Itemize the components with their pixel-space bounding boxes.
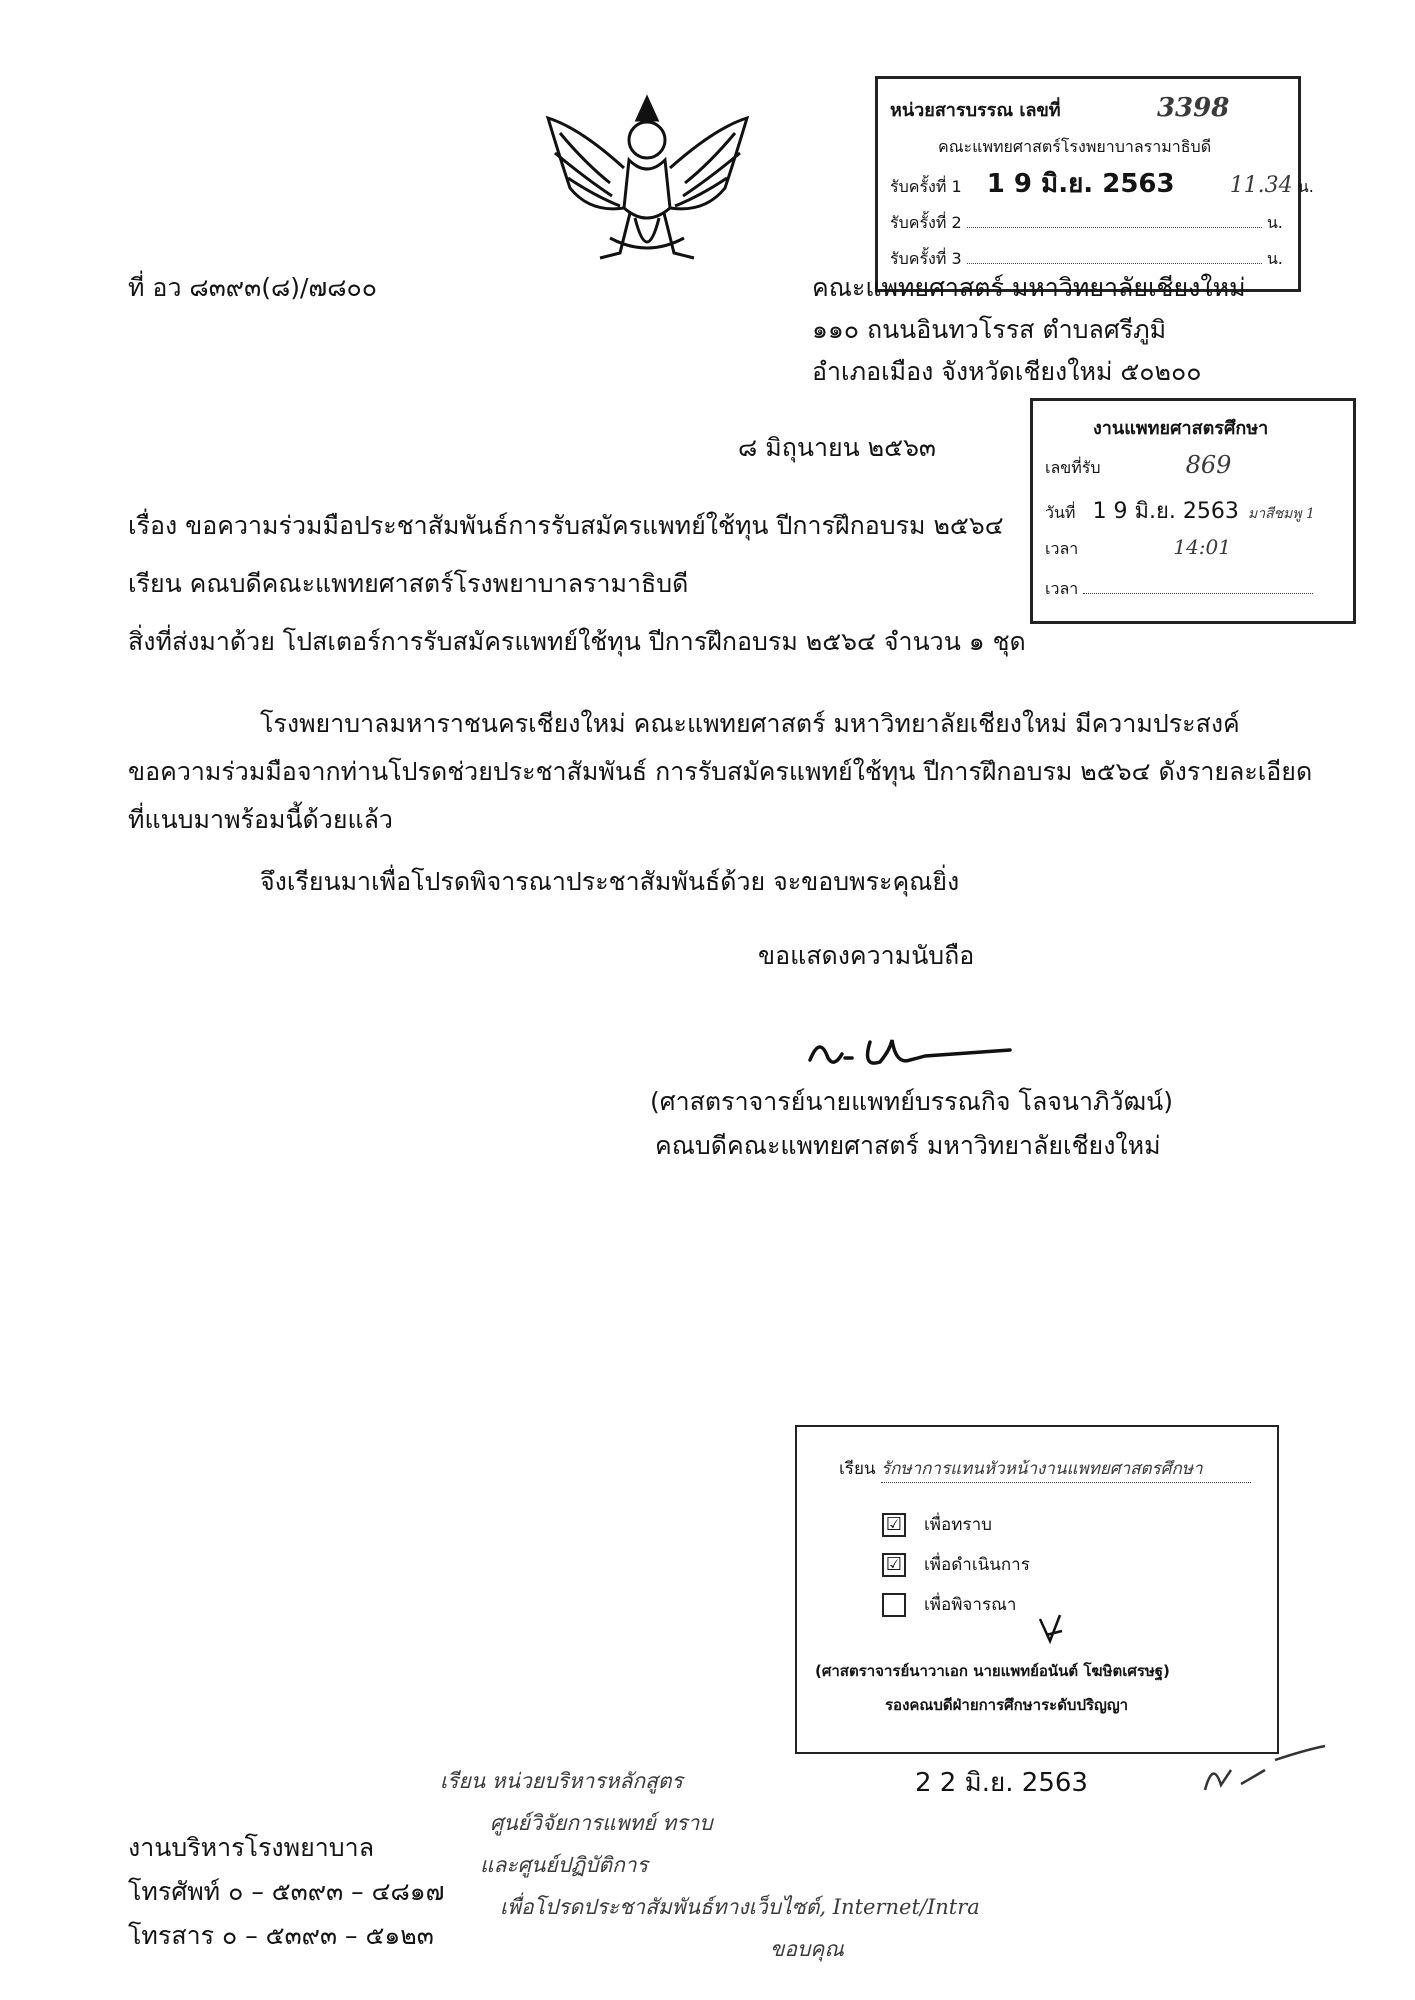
letter-subject: เรื่อง ขอความร่วมมือประชาสัมพันธ์การรับสมัครแพทย์ใช้ทุน ปีการฝึกอบรม ๒๕๖๔ [128,511,1004,540]
handwritten-note-line3: และศูนย์ปฏิบัติการ [480,1853,648,1877]
archive-receipt-stamp [875,76,1314,292]
sender-org: คณะแพทยศาสตร์ มหาวิทยาลัยเชียงใหม่ [812,273,1246,302]
letter-body-line1: โรงพยาบาลมหาราชนครเชียงใหม่ คณะแพทยศาสตร์ มหาวิทยาลัยเชียงใหม่ มีความประสงค์ [260,709,1240,738]
footer-phone: โทรศัพท์ ๐ – ๕๓๙๓ – ๔๘๑๗ [128,1877,445,1906]
med-ed-receive-no-label: เลขที่รับ [1045,458,1101,477]
archive-stamp-faculty: คณะแพทยศาสตร์โรงพยาบาลรามาธิบดี [938,137,1212,156]
routing-to-value: รักษาการแทนหัวหน้างานแพทยศาสตรศึกษา [881,1455,1251,1483]
archive-r1-label: รับครั้งที่ 1 [890,177,962,196]
archive-r2-unit: น. [1266,213,1283,232]
med-ed-date: 1 9 มิ.ย. 2563 [1092,499,1239,524]
archive-stamp-number: 3398 [1156,93,1230,123]
routing-date: 2 2 มิ.ย. 2563 [915,1768,1088,1798]
routing-to-label: เรียน [839,1459,876,1479]
handwritten-note-line5: ขอบคุณ [770,1937,844,1961]
med-ed-time2-label: เวลา [1045,579,1079,598]
letter-enclosure: สิ่งที่ส่งมาด้วย โปสเตอร์การรับสมัครแพทย์ใช้ทุน ปีการฝึกอบรม ๒๕๖๔ จำนวน ๑ ชุด [128,627,1026,656]
footer-department: งานบริหารโรงพยาบาล [128,1833,375,1862]
routing-option-3-label: เพื่อพิจารณา [924,1595,1017,1615]
routing-checkbox-1: ☑ [882,1513,906,1537]
signatory-title: คณบดีคณะแพทยศาสตร์ มหาวิทยาลัยเชียงใหม่ [655,1131,1161,1160]
routing-date-initial [1195,1740,1335,1800]
letter-ref-no: ที่ อว ๘๓๙๓(๘)/๗๘๐๐ [128,273,378,302]
signatory-name: (ศาสตราจารย์นายแพทย์บรรณกิจ โลจนาภิวัฒน์) [650,1087,1173,1116]
signature-image [800,1020,1020,1080]
handwritten-note-line2: ศูนย์วิจัยการแพทย์ ทราบ [490,1811,713,1835]
archive-r1-time: 11.34 [1229,173,1293,198]
routing-option-3 [882,1591,1016,1618]
med-ed-date-note: มาสีชมพู 1 [1248,506,1315,522]
routing-approver-title: รองคณบดีฝ่ายการศึกษาระดับปริญญา [885,1696,1129,1714]
handwritten-note-line4: เพื่อโปรดประชาสัมพันธ์ทางเว็บไซต์, Internet/Intra [500,1895,980,1919]
archive-stamp-title: หน่วยสารบรรณ เลขที่ [890,100,1061,121]
archive-r1-unit: น. [1297,177,1314,196]
letter-recipient: เรียน คณบดีคณะแพทยศาสตร์โรงพยาบาลรามาธิบดี [128,569,689,598]
med-ed-time-label: เวลา [1045,539,1079,558]
footer-fax: โทรสาร ๐ – ๕๓๙๓ – ๕๑๒๓ [128,1921,434,1950]
routing-checkbox-2: ☑ [882,1553,906,1577]
routing-initial-signature [1032,1609,1072,1649]
med-ed-stamp-title: งานแพทยศาสตรศึกษา [1093,418,1269,439]
routing-checkbox-3 [882,1593,906,1617]
letter-body-line3: ที่แนบมาพร้อมนี้ด้วยแล้ว [128,805,393,834]
sender-address-line1: ๑๑๐ ถนนอินทวโรรส ตำบลศรีภูมิ [812,315,1167,344]
med-ed-time: 14:01 [1173,535,1231,559]
garuda-emblem-icon [540,88,755,278]
routing-option-1-label: เพื่อทราบ [924,1515,992,1535]
routing-option-2-label: เพื่อดำเนินการ [924,1555,1030,1575]
archive-r3-label: รับครั้งที่ 3 [890,249,962,268]
archive-r1-date: 1 9 มิ.ย. 2563 [986,169,1175,199]
sender-address-line2: อำเภอเมือง จังหวัดเชียงใหม่ ๕๐๒๐๐ [812,357,1202,386]
routing-stamp [795,1425,1279,1754]
closing-request: จึงเรียนมาเพื่อโปรดพิจารณาประชาสัมพันธ์ด้วย จะขอบพระคุณยิ่ง [260,867,960,896]
letter-body [128,700,1313,844]
letter-date: ๘ มิถุนายน ๒๕๖๓ [738,433,937,462]
routing-option-2 [882,1551,1030,1578]
routing-approver-name: (ศาสตราจารย์นาวาเอก นายแพทย์อนันต์ โฆษิตเศรษฐ) [815,1662,1170,1680]
medical-education-stamp [1030,398,1356,624]
routing-option-1 [882,1511,992,1538]
archive-r2-label: รับครั้งที่ 2 [890,213,962,232]
letter-body-line2: ขอความร่วมมือจากท่านโปรดช่วยประชาสัมพันธ์ การรับสมัครแพทย์ใช้ทุน ปีการฝึกอบรม ๒๕๖๔ ดังรายละเอียด [128,757,1313,786]
handwritten-note-line1: เรียน หน่วยบริหารหลักสูตร [440,1769,683,1793]
archive-r3-unit: น. [1266,249,1283,268]
handwritten-note [440,1760,980,1970]
med-ed-receive-no: 869 [1185,451,1232,479]
med-ed-date-label: วันที่ [1045,503,1076,522]
complimentary-close: ขอแสดงความนับถือ [758,941,975,970]
